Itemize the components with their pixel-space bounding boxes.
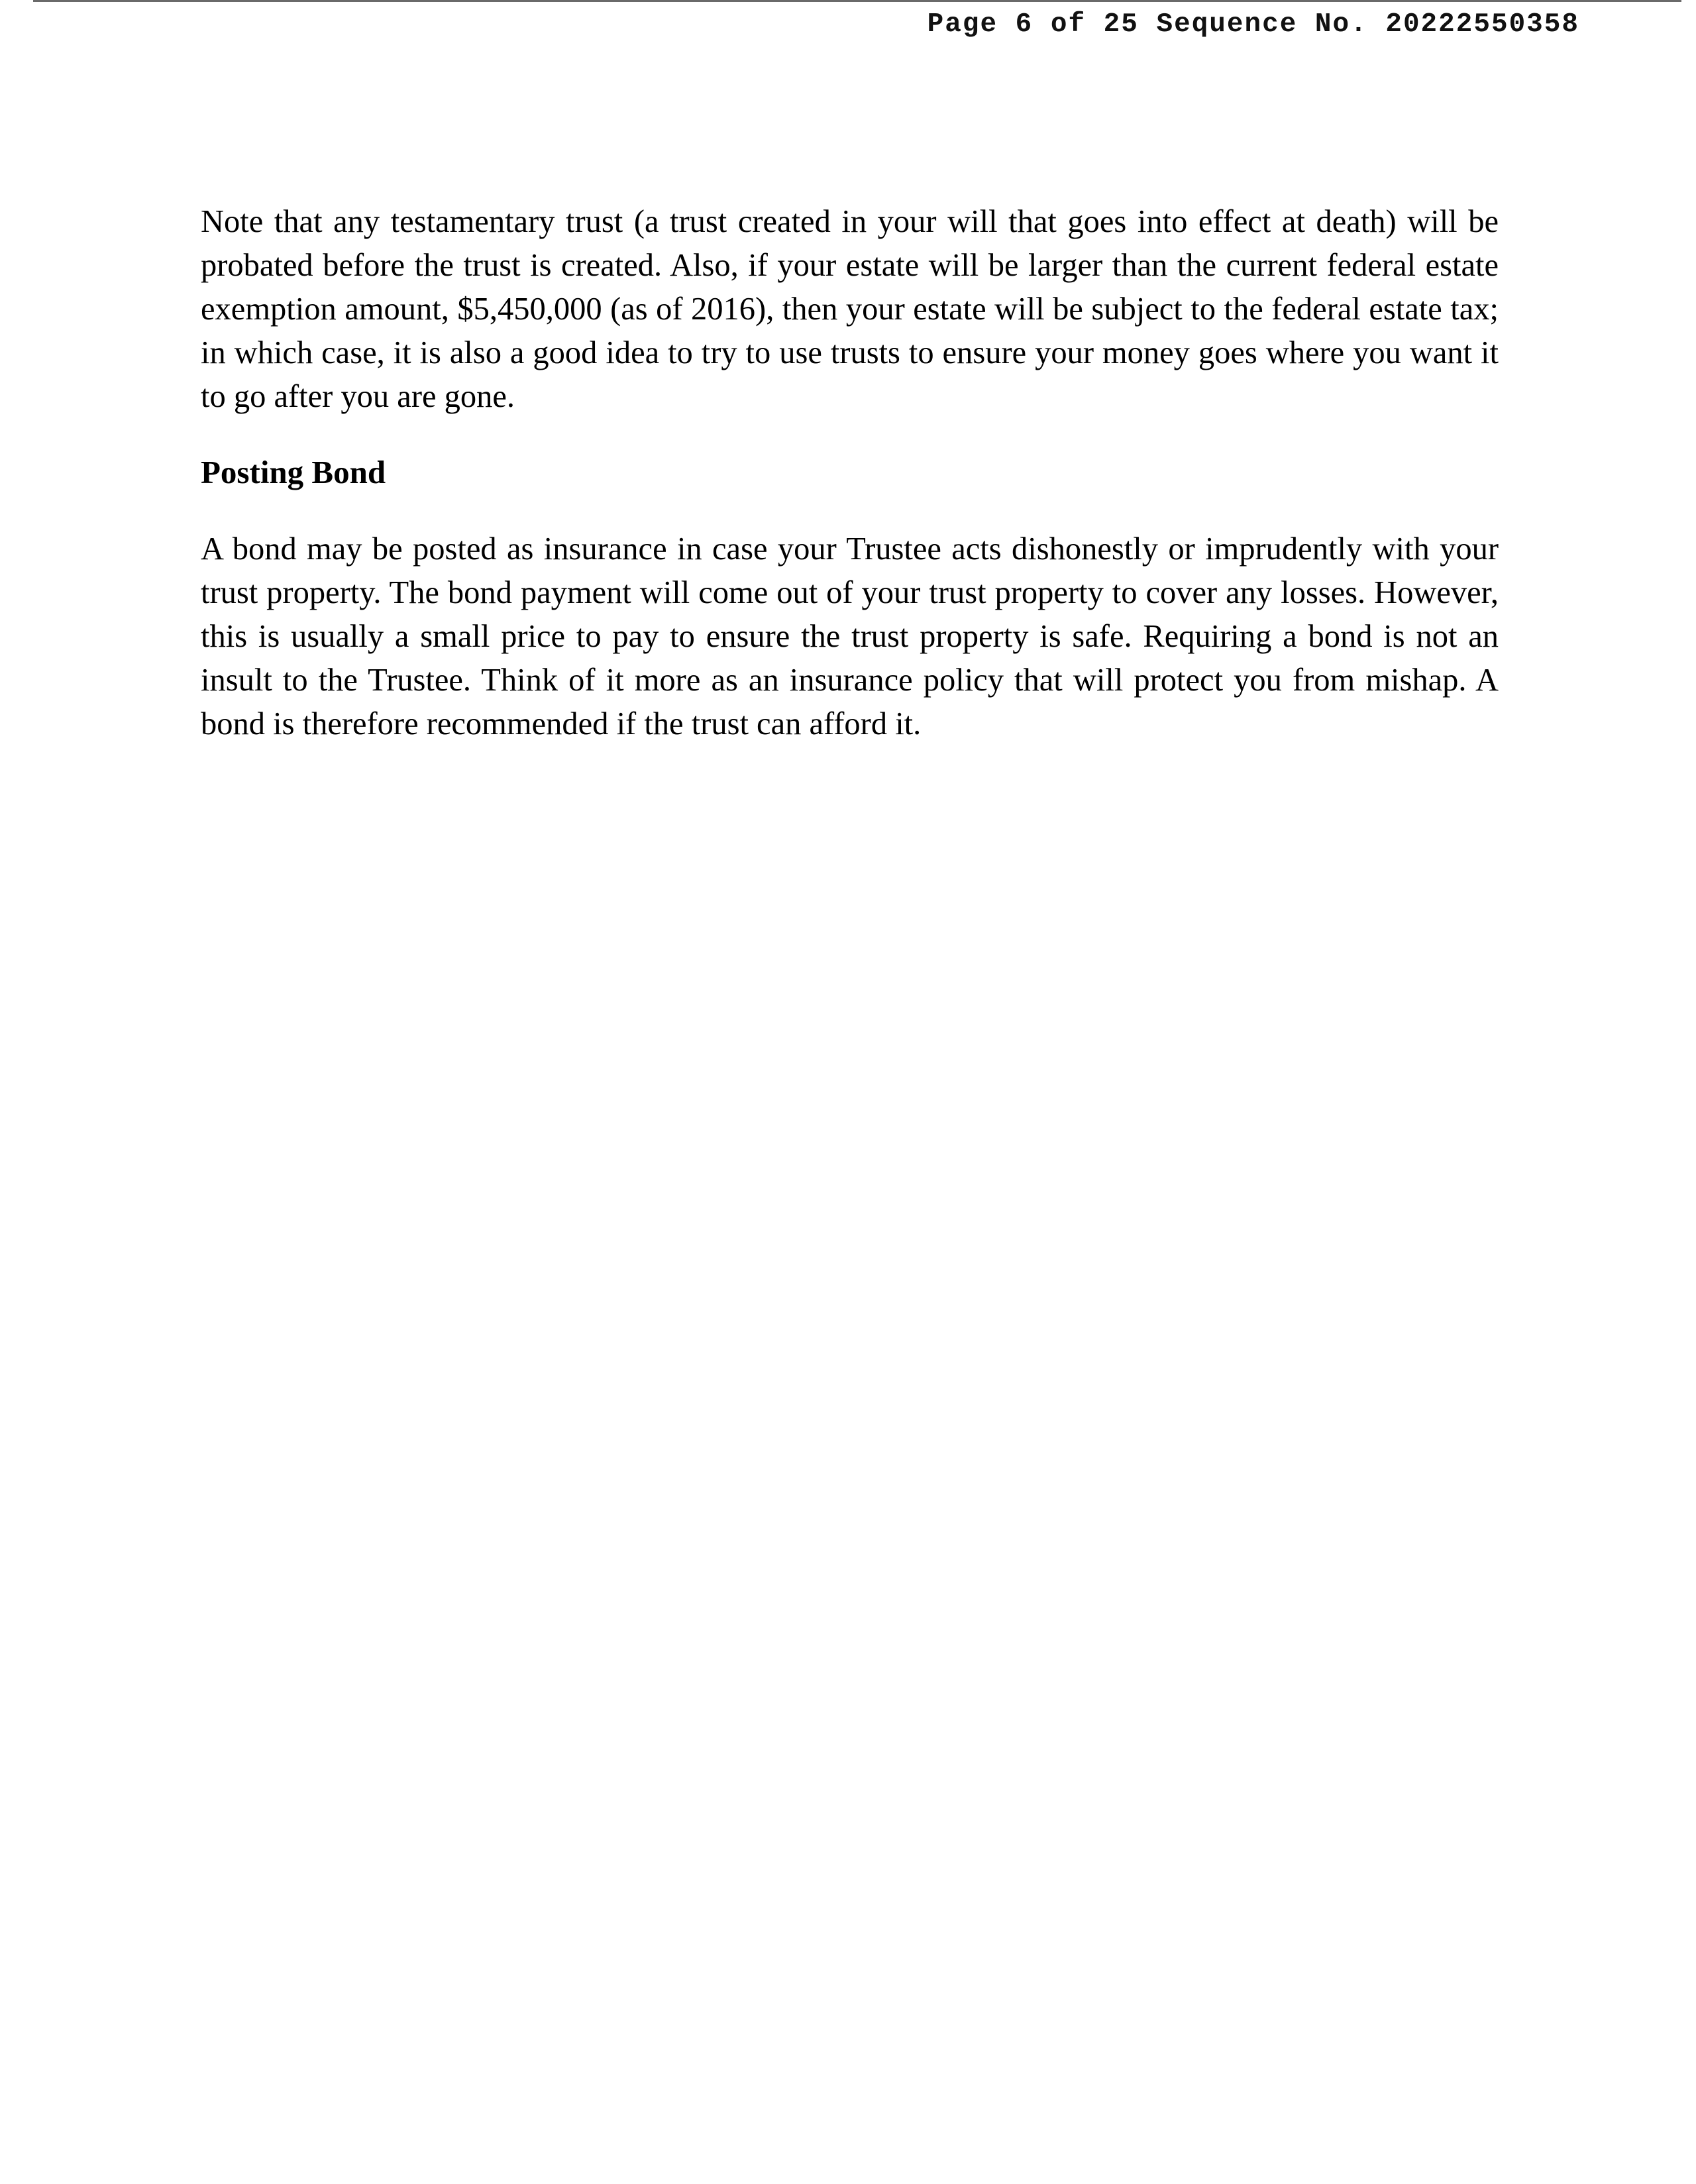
document-body: [201, 200, 1499, 746]
page-header: [928, 9, 1579, 40]
section-heading: Posting Bond: [201, 454, 386, 490]
body-paragraph: A bond may be posted as insurance in case your Trustee acts dishonestly or imprudently with your trust property. The bond payment will come out of your trust property to cover any losses. However, this is usually a small price to pay to ensure the trust property is safe. Requiring a bond is not an insult to the Trustee. Think of it more as an insurance policy that will protect you from mishap. A bond is therefore recommended if the trust can afford it.: [201, 531, 1499, 741]
sequence-number-label: Sequence No. 20222550358: [1156, 9, 1579, 40]
body-paragraph: Note that any testamentary trust (a trust created in your will that goes into effect at death) will be probated before the trust is created. Also, if your estate will be larger than the current federal estate exemption amount, $5,450,000 (as of 2016), then your estate will be subject to the federal estate tax; in which case, it is also a good idea to try to use trusts to ensure your money goes where you want it to go after you are gone.: [201, 204, 1499, 414]
page-number-label: Page 6 of 25: [927, 9, 1139, 40]
top-rule: [33, 0, 1681, 2]
